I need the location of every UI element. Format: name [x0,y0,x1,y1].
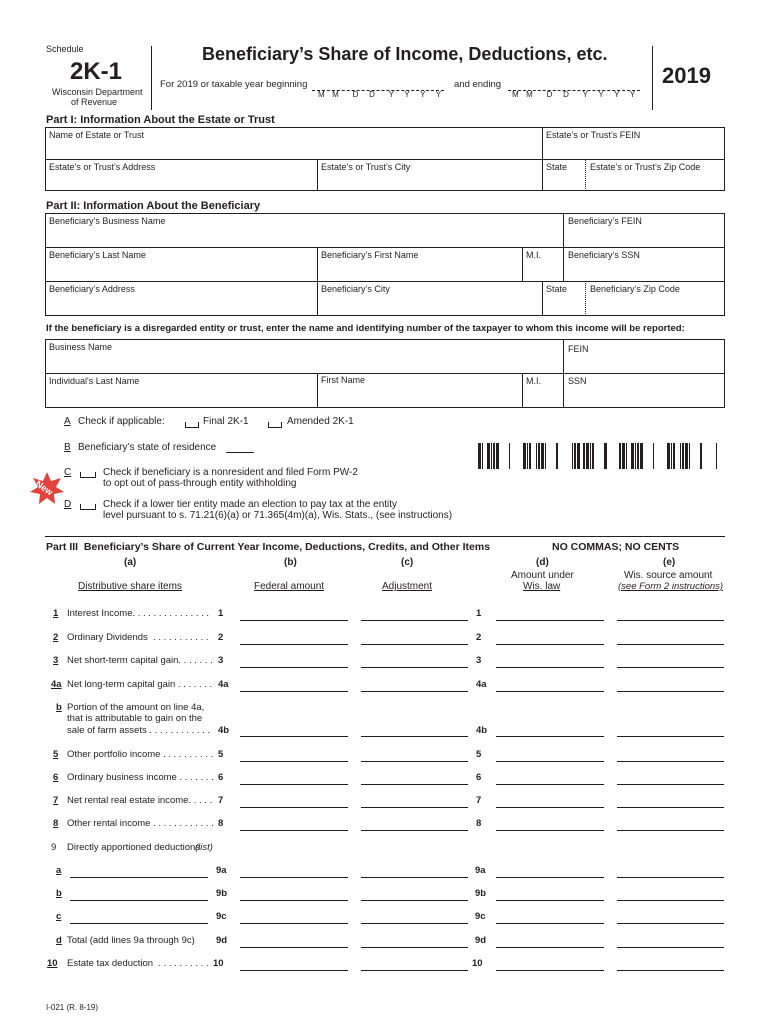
line-9-sub-letter: a [56,865,62,876]
col-d-id: (d) [536,557,549,568]
line-4b-letter: b [56,702,62,713]
barcode-bar [590,443,591,469]
year-prefix: For 2019 or taxable year beginning [160,79,308,90]
barcode-bar [586,443,589,469]
lower-tier-election-checkbox[interactable] [80,504,96,510]
barcode-bar [673,443,675,469]
disregarded-col-divider-fein [563,339,564,408]
wis-law-field[interactable] [496,784,604,785]
check-c-line1: Check if beneficiary is a nonresident and filed Form PW-2 [103,467,358,478]
barcode-bar [493,443,495,469]
federal-amount-field[interactable] [240,900,348,901]
barcode-bar [667,443,670,469]
beneficiary-state-field[interactable]: State [546,284,568,294]
part3-heading: Part III Beneficiary’s Share of Current Year Income, Deductions, Credits, and Other Items [46,541,491,553]
line-4b-adjustment-field[interactable] [361,736,468,737]
barcode-bar [653,443,654,469]
wis-source-field[interactable] [617,923,724,924]
line-num: 8 [53,818,59,829]
wis-source-field[interactable] [617,644,724,645]
line-9-description-field[interactable] [70,900,208,901]
wis-law-field[interactable] [496,807,604,808]
new-badge-label: New [33,478,55,498]
nonresident-pw2-checkbox[interactable] [80,472,96,478]
disregarded-col-divider-mi [522,373,523,408]
federal-amount-field[interactable] [240,877,348,878]
wis-law-field[interactable] [496,761,604,762]
line-num: 6 [53,772,59,783]
line-text: Net short-term capital gain. . . . . . . [67,655,213,666]
barcode-bar [538,443,540,469]
adjustment-field[interactable] [361,620,468,621]
beneficiary-ssn-field[interactable]: Beneficiary’s SSN [568,250,640,260]
disregarded-row-divider [45,373,725,374]
barcode-bar [536,443,537,469]
check-a-text: Check if applicable: [78,416,165,427]
line-ref-d: 1 [476,608,482,619]
federal-amount-field[interactable] [240,667,348,668]
barcode-bar [572,443,573,469]
line-9-ref: 9a [216,865,227,876]
part1-col-divider-1 [542,127,543,191]
line-num: 1 [53,608,59,619]
beneficiary-fein-field[interactable]: Beneficiary’s FEIN [568,216,642,226]
beneficiary-address-field[interactable]: Beneficiary’s Address [49,284,135,294]
adjustment-field[interactable] [361,900,468,901]
amended-2k1-checkbox[interactable] [268,422,282,428]
adjustment-field[interactable] [361,667,468,668]
part2-col-divider-fein [563,213,564,281]
barcode-bar [685,443,688,469]
part2-row-divider-1 [45,247,725,248]
part2-col-divider-state [542,281,543,316]
barcode-bar [496,443,499,469]
line-9-ref-d: 9d [475,935,487,946]
federal-amount-field[interactable] [240,691,348,692]
federal-amount-field[interactable] [240,830,348,831]
form-code: I-021 (R. 8-19) [46,1003,99,1012]
barcode-bar [619,443,621,469]
line-4b-ref: 4b [218,725,230,736]
line-ref: 7 [218,795,224,806]
federal-amount-field[interactable] [240,620,348,621]
barcode-bar [487,443,490,469]
wis-law-field[interactable] [496,877,604,878]
col-b-label: Federal amount [254,581,325,592]
col-a-id: (a) [124,557,137,568]
line-10-ref: 10 [213,958,224,969]
wis-source-field[interactable] [617,970,724,971]
barcode-image [478,443,720,469]
barcode-bar [583,443,585,469]
check-d-line2: level pursuant to s. 71.21(6)(a) or 71.365(4m)(a), Wis. Stats., (see instructions) [103,510,453,521]
line-9-list: (list) [195,842,213,853]
check-b-text: Beneficiary’s state of residence [78,442,217,453]
line-ref-d: 7 [476,795,482,806]
line-ref: 3 [218,655,224,666]
line-4b-wis-law-field[interactable] [496,736,604,737]
wis-source-field[interactable] [617,784,724,785]
col-e-label1: Wis. source amount [624,570,713,581]
wis-law-field[interactable] [496,644,604,645]
wis-source-field[interactable] [617,900,724,901]
line-9-ref-d: 9b [475,888,487,899]
estate-fein-field[interactable]: Estate’s or Trust’s FEIN [546,130,641,140]
line-ref: 6 [218,772,224,783]
barcode-bar [626,443,627,469]
form-id: 2K-1 [70,58,123,85]
beneficiary-last-field[interactable]: Beneficiary’s Last Name [49,250,146,260]
line-num: 2 [53,632,59,643]
adjustment-field[interactable] [361,947,468,948]
part1-col-divider-2 [317,159,318,191]
part2-row-divider-2 [45,281,725,282]
line-10-num: 10 [47,958,58,969]
wis-source-field[interactable] [617,691,724,692]
barcode-bar [640,443,643,469]
disregarded-fein-field[interactable]: FEIN [568,344,589,354]
disregarded-ssn-field[interactable]: SSN [568,376,587,386]
part1-col-divider-3 [585,159,586,191]
tax-year: 2019 [662,63,711,88]
line-4b-text1: Portion of the amount on line 4a, [67,702,205,713]
wis-law-field[interactable] [496,923,604,924]
end-date-placeholder: M M D D Y Y Y Y [512,90,637,99]
barcode-bar [682,443,684,469]
disregarded-col-divider-first [317,373,318,408]
line-9-sub-letter: b [56,888,62,899]
line-9-num: 9 [51,842,57,853]
line-ref: 4a [218,679,229,690]
adjustment-field[interactable] [361,644,468,645]
line-4b-federal-field[interactable] [240,736,348,737]
adjustment-field[interactable] [361,784,468,785]
wis-law-field[interactable] [496,900,604,901]
col-e-label2: (see Form 2 instructions) [618,581,724,592]
line-ref-d: 5 [476,749,482,760]
barcode [478,443,720,469]
part2-col-divider-zip [585,281,586,316]
wis-source-field[interactable] [617,761,724,762]
federal-amount-field[interactable] [240,947,348,948]
disregarded-instruction: If the beneficiary is a disregarded entity or trust, enter the name and identifying number of the taxpayer to whom this income will be reported: [46,323,685,334]
estate-name-field[interactable]: Name of Estate or Trust [49,130,145,140]
adjustment-field[interactable] [361,691,468,692]
barcode-bar [478,443,481,469]
line-ref-d: 8 [476,818,482,829]
line-text: Net rental real estate income. . . . . [67,795,213,806]
check-c-line2: to opt out of pass-through entity withholding [103,478,297,489]
line-9-ref: 9d [216,935,228,946]
begin-date-placeholder: M M D D Y Y Y Y [318,90,443,99]
line-9-sub-letter: c [56,911,62,922]
line-ref-d: 2 [476,632,482,643]
wis-law-field[interactable] [496,830,604,831]
line-10-text: Estate tax deduction . . . . . . . . . . [67,958,209,969]
line-9d-text: Total (add lines 9a through 9c) [67,935,195,946]
check-d-letter: D [64,499,72,510]
dept-line1: Wisconsin Department [52,87,143,97]
line-ref: 1 [218,608,224,619]
beneficiary-mi-field[interactable]: M.I. [526,250,541,260]
barcode-bar [574,443,576,469]
barcode-bar [716,443,717,469]
line-ref: 2 [218,632,224,643]
line-4b-ref-d: 4b [476,725,488,736]
disregarded-business-field[interactable]: Business Name [49,342,113,352]
federal-amount-field[interactable] [240,923,348,924]
dept-line2: of Revenue [71,97,118,107]
barcode-bar [622,443,625,469]
adjustment-field[interactable] [361,877,468,878]
wis-source-field[interactable] [617,877,724,878]
federal-amount-field[interactable] [240,807,348,808]
part3-top-rule [45,536,725,537]
adjustment-field[interactable] [361,807,468,808]
barcode-bar [689,443,690,469]
line-text: Interest Income. . . . . . . . . . . . . . . [67,608,210,619]
estate-zip-field[interactable]: Estate’s or Trust’s Zip Code [590,162,701,172]
line-num: 7 [53,795,59,806]
line-ref-d: 3 [476,655,482,666]
adjustment-field[interactable] [361,970,468,971]
no-commas-note: NO COMMAS; NO CENTS [552,541,680,553]
barcode-bar [523,443,526,469]
disregarded-last-field[interactable]: Individual's Last Name [49,376,140,386]
col-e-id: (e) [663,557,676,568]
wis-source-field[interactable] [617,620,724,621]
part2-col-divider-mi [522,247,523,281]
barcode-bar [509,443,510,469]
line-ref-d: 4a [476,679,487,690]
line-num: 3 [53,655,59,666]
line-text: Ordinary Dividends . . . . . . . . . . . [67,632,209,643]
barcode-bar [671,443,672,469]
line-9-ref: 9b [216,888,228,899]
header-divider-right [652,46,653,110]
wis-source-field[interactable] [617,807,724,808]
part2-grid [45,213,725,316]
part1-row-divider [45,159,725,160]
col-c-label: Adjustment [382,581,433,592]
adjustment-field[interactable] [361,761,468,762]
part1-heading: Part I: Information About the Estate or Trust [46,114,275,126]
beneficiary-city-field[interactable]: Beneficiary’s City [321,284,390,294]
wis-law-field[interactable] [496,620,604,621]
barcode-bar [529,443,531,469]
col-a-label: Distributive share items [78,581,182,592]
adjustment-field[interactable] [361,923,468,924]
wis-law-field[interactable] [496,947,604,948]
check-c-letter: C [64,467,72,478]
line-4b-wis-source-field[interactable] [617,736,724,737]
federal-amount-field[interactable] [240,970,348,971]
schedule-label: Schedule [46,44,84,54]
line-9-sub-letter: d [56,935,62,946]
wis-law-field[interactable] [496,667,604,668]
line-10-ref-d: 10 [472,958,483,969]
adjustment-field[interactable] [361,830,468,831]
line-text: Other rental income . . . . . . . . . . . . [67,818,214,829]
barcode-bar [577,443,580,469]
new-badge [30,472,64,506]
barcode-bar [631,443,634,469]
line-4b-text2: that is attributable to gain on the [67,713,203,724]
line-ref: 8 [218,818,224,829]
barcode-bar [556,443,558,469]
barcode-bar [527,443,528,469]
line-9-ref-d: 9a [475,865,486,876]
wis-source-field[interactable] [617,830,724,831]
barcode-bar [604,443,607,469]
line-9-ref: 9c [216,911,227,922]
check-b-letter: B [64,442,71,453]
wis-law-field[interactable] [496,970,604,971]
line-text: Net long-term capital gain . . . . . . . [67,679,213,690]
line-num: 5 [53,749,59,760]
disregarded-first-field[interactable]: First Name [321,375,366,385]
line-9-description-field[interactable] [70,877,208,878]
line-9-text: Directly apportioned deductions [67,842,201,853]
line-9-description-field[interactable] [70,923,208,924]
barcode-bar [491,443,492,469]
barcode-bar [541,443,544,469]
estate-address-field[interactable]: Estate’s or Trust’s Address [49,162,156,172]
disregarded-mi-field[interactable]: M.I. [526,376,541,386]
part2-col-divider-first [317,247,318,316]
beneficiary-first-field[interactable]: Beneficiary’s First Name [321,250,419,260]
barcode-bar [637,443,639,469]
final-2k1-label: Final 2K-1 [203,416,249,427]
header-divider-left [151,46,152,110]
barcode-bar [635,443,636,469]
line-4b-text3: sale of farm assets . . . . . . . . . . . . [67,725,211,736]
col-d-label1: Amount under [511,570,574,581]
line-text: Ordinary business income . . . . . . . [67,772,214,783]
beneficiary-zip-field[interactable]: Beneficiary’s Zip Code [590,284,680,294]
wis-law-field[interactable] [496,691,604,692]
beneficiary-business-field[interactable]: Beneficiary’s Business Name [49,216,166,226]
federal-amount-field[interactable] [240,761,348,762]
federal-amount-field[interactable] [240,644,348,645]
check-a-letter: A [64,416,71,427]
and-ending: and ending [454,79,502,90]
check-d-line1: Check if a lower tier entity made an election to pay tax at the entity [103,499,398,510]
estate-city-field[interactable]: Estate’s or Trust’s City [321,162,411,172]
state-of-residence-field[interactable] [226,452,254,453]
barcode-bar [482,443,483,469]
amended-2k1-label: Amended 2K-1 [287,416,354,427]
barcode-bar [545,443,546,469]
line-ref: 5 [218,749,224,760]
wis-source-field[interactable] [617,667,724,668]
page-title: Beneficiary’s Share of Income, Deductions, etc. [202,44,608,64]
line-ref-d: 6 [476,772,482,783]
line-num: 4a [51,679,62,690]
final-2k1-checkbox[interactable] [185,422,199,428]
estate-state-field[interactable]: State [546,162,568,172]
line-text: Other portfolio income . . . . . . . . . . [67,749,214,760]
col-b-id: (b) [284,557,297,568]
barcode-bar [592,443,594,469]
part2-heading: Part II: Information About the Beneficiary [46,200,261,212]
barcode-bar [680,443,681,469]
wis-source-field[interactable] [617,947,724,948]
barcode-bar [700,443,702,469]
col-d-label2: Wis. law [523,581,561,592]
line-9-ref-d: 9c [475,911,486,922]
col-c-id: (c) [401,557,414,568]
federal-amount-field[interactable] [240,784,348,785]
